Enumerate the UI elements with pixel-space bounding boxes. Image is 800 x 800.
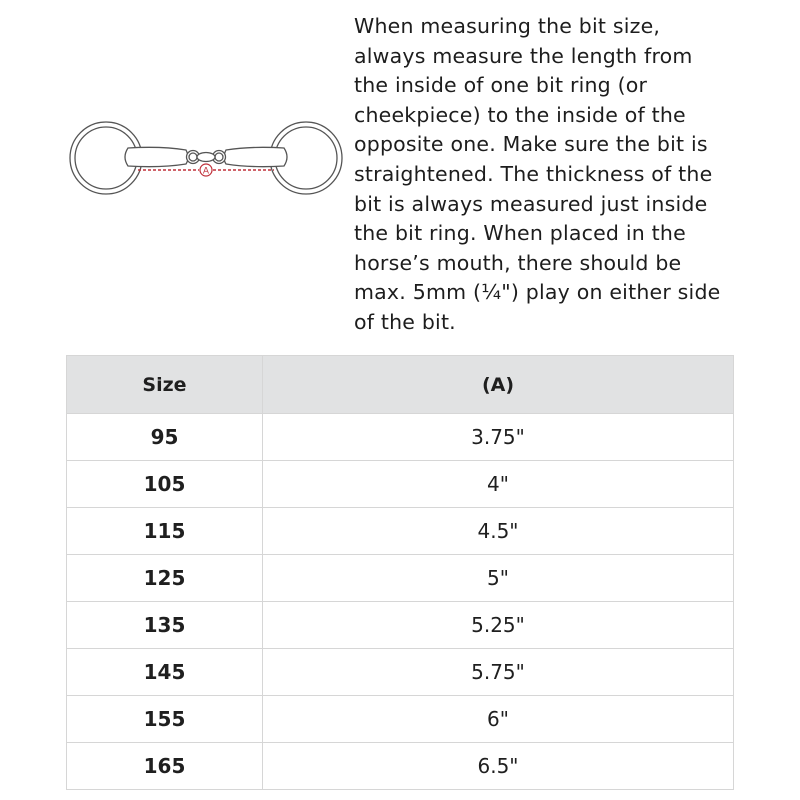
table-row [67,696,734,743]
size-cell: 135 [67,602,263,649]
instruction-line: always measure the length from [354,43,693,68]
table-row [67,461,734,508]
snaffle-bit-icon [66,108,346,208]
table-row [67,743,734,790]
instruction-line: the bit ring. When placed in the [354,221,686,246]
size-cell: 145 [67,649,263,696]
length-cell: 5.25" [263,602,734,649]
size-cell: 105 [67,461,263,508]
measuring-instructions [354,12,754,338]
measurement-label: A [202,166,210,177]
instruction-line: horse’s mouth, there should be [354,250,682,275]
table-row [67,414,734,461]
table-row [67,602,734,649]
instruction-line: opposite one. Make sure the bit is [354,132,708,157]
length-cell: 3.75" [263,414,734,461]
length-cell: 5.75" [263,649,734,696]
length-cell: 6" [263,696,734,743]
instruction-line: of the bit. [354,309,456,334]
instruction-line: cheekpiece) to the inside of the [354,102,686,127]
size-cell: 115 [67,508,263,555]
table-header-row [67,356,734,414]
instruction-line: straightened. The thickness of the [354,161,713,186]
instruction-line: max. 5mm (¼") play on either side [354,280,721,305]
length-cell: 4.5" [263,508,734,555]
instruction-line: the inside of one bit ring (or [354,73,648,98]
column-header-a: (A) [263,356,734,414]
size-cell: 95 [67,414,263,461]
column-header-size: Size [67,356,263,414]
size-cell: 155 [67,696,263,743]
size-cell: 125 [67,555,263,602]
table-row [67,555,734,602]
instruction-line: bit is always measured just inside [354,191,708,216]
size-cell: 165 [67,743,263,790]
table-row [67,649,734,696]
length-cell: 6.5" [263,743,734,790]
size-chart-table [66,355,734,790]
length-cell: 5" [263,555,734,602]
table-row [67,508,734,555]
instruction-line: When measuring the bit size, [354,14,661,38]
length-cell: 4" [263,461,734,508]
bit-diagram [66,108,346,208]
